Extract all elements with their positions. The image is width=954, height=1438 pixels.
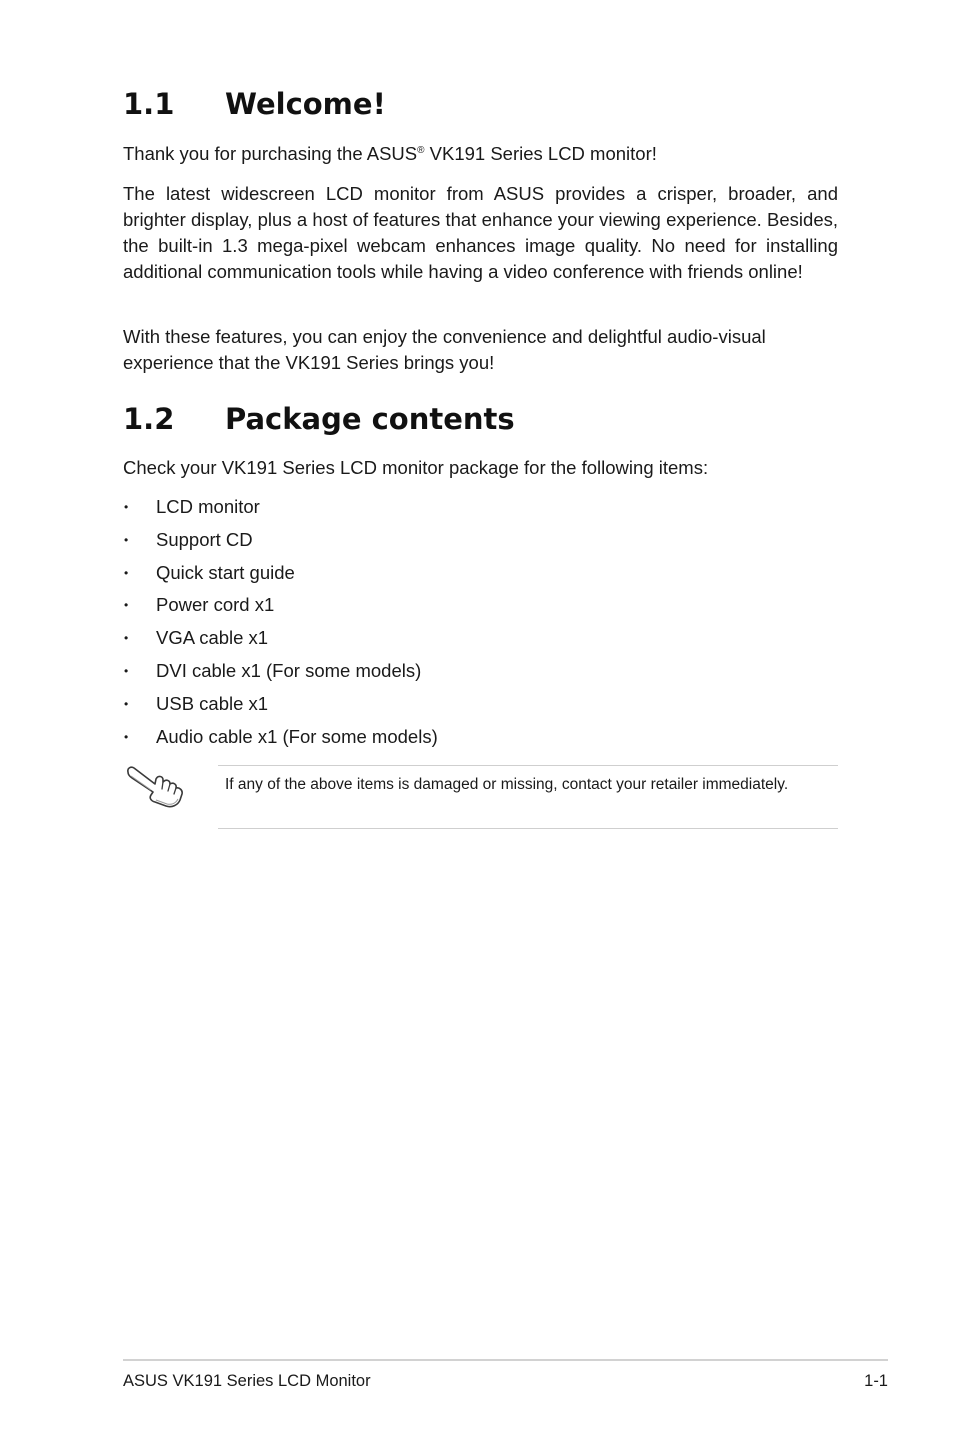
bullet: • xyxy=(124,500,129,514)
list-item xyxy=(123,658,838,691)
package-items-list xyxy=(123,494,838,756)
thanks-paragraph xyxy=(123,141,838,167)
bullet: • xyxy=(124,663,129,678)
section-heading-package-contents xyxy=(123,402,515,436)
section-title: Package contents xyxy=(225,402,515,436)
list-item xyxy=(123,625,838,658)
item-label: Quick start guide xyxy=(156,561,295,583)
thanks-text-product: VK191 Series LCD monitor! xyxy=(424,143,657,164)
page-number: 1-1 xyxy=(864,1372,888,1390)
list-item xyxy=(123,560,838,593)
section-title: Welcome! xyxy=(225,87,386,121)
bullet: • xyxy=(124,631,129,646)
section-heading-welcome xyxy=(123,87,386,121)
item-label: Power cord x1 xyxy=(156,594,275,616)
footer-divider xyxy=(123,1359,888,1361)
item-label: VGA cable x1 xyxy=(156,627,269,649)
item-label: USB cable x1 xyxy=(156,692,269,714)
section-number: 1.1 xyxy=(123,87,175,121)
bullet: • xyxy=(124,729,129,744)
note-text: If any of the above items is damaged or missing, contact your retailer immediately. xyxy=(225,776,789,793)
pointing-hand-icon xyxy=(125,762,187,810)
list-item xyxy=(123,527,838,560)
bullet: • xyxy=(124,696,129,711)
registered-mark: ® xyxy=(417,145,425,156)
item-label: LCD monitor xyxy=(156,496,260,517)
bullet: • xyxy=(124,532,129,547)
page-footer xyxy=(123,1372,888,1391)
bullet: • xyxy=(124,598,129,613)
note-box xyxy=(218,765,838,829)
list-item xyxy=(123,592,838,625)
item-label: DVI cable x1 (For some models) xyxy=(156,659,422,681)
bullet: • xyxy=(124,565,129,580)
thanks-text: Thank you for purchasing the ASUS xyxy=(123,143,418,164)
list-item xyxy=(123,724,838,757)
features-paragraph: With these features, you can enjoy the convenience and delightful audio-visual experience that the VK191 Series brings you! xyxy=(123,326,766,373)
item-label: Support CD xyxy=(156,528,253,550)
intro-paragraph: The latest widescreen LCD monitor from ASUS provides a crisper, broader, and brighter display, plus a host of features that enhance your viewing experience. Besides, the built-in 1.3 mega-pixel webcam enhances image quality. No need for installing additional communication tools while having a video conference with friends online! xyxy=(123,183,838,282)
footer-title: ASUS VK191 Series LCD Monitor xyxy=(123,1372,371,1390)
list-item xyxy=(123,494,838,527)
item-label: Audio cable x1 (For some models) xyxy=(156,725,438,747)
section-number: 1.2 xyxy=(123,402,175,436)
list-item xyxy=(123,691,838,724)
package-intro: Check your VK191 Series LCD monitor package for the following items: xyxy=(123,457,709,478)
